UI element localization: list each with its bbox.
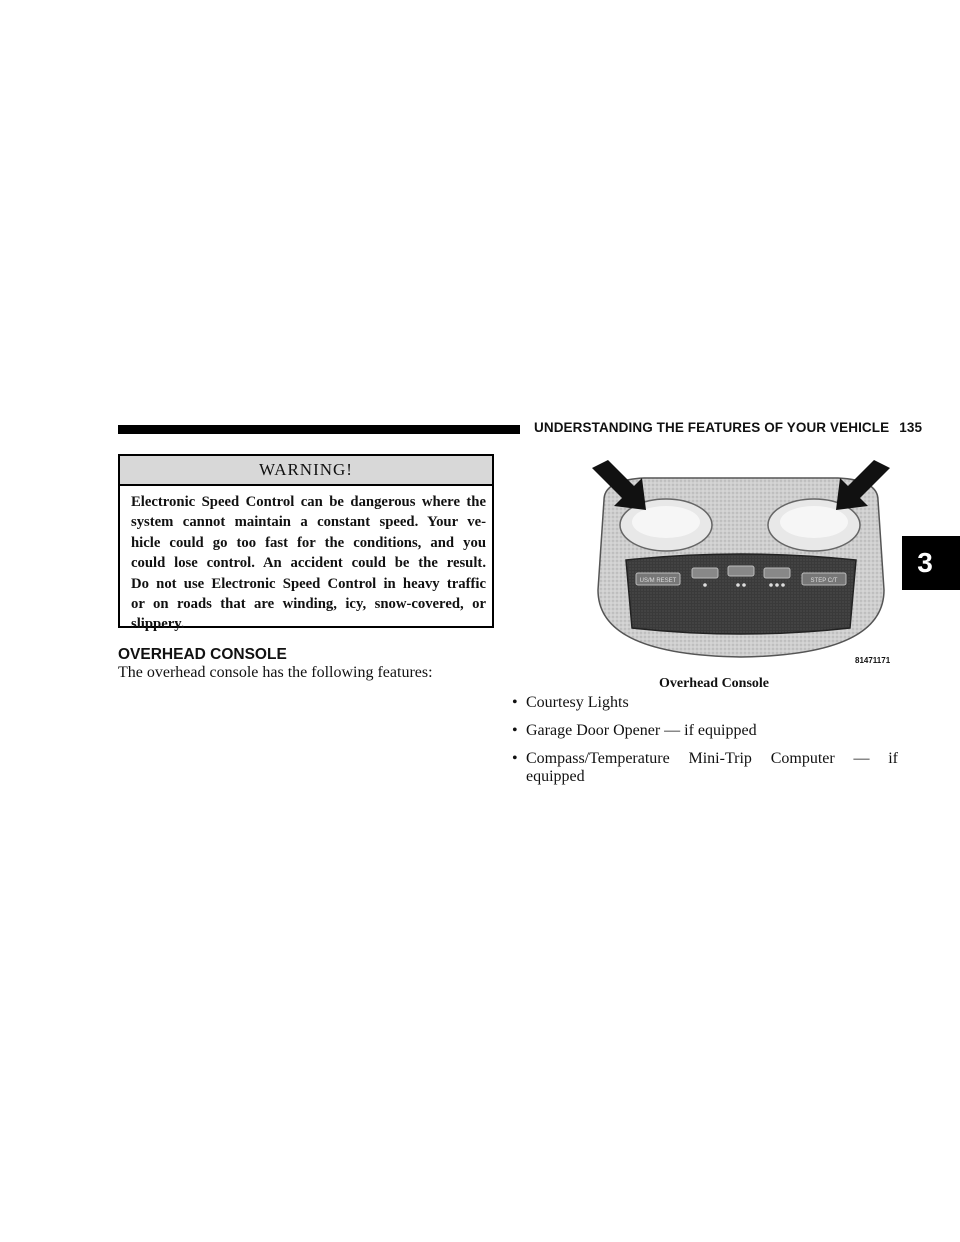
page-number: 135 <box>899 420 923 435</box>
header-rule <box>118 425 520 434</box>
bullet: • <box>512 722 518 739</box>
list-item-text: Compass/Temperature Mini-Trip Computer — if <box>526 750 898 767</box>
bullet: • <box>512 694 518 711</box>
garage-button-2 <box>728 566 754 576</box>
garage-button-3 <box>764 568 790 578</box>
warning-body <box>120 486 492 635</box>
svg-text:US/M RESET: US/M RESET <box>639 578 677 584</box>
warning-line: hicle could go too fast for the conditions, and you <box>131 534 486 551</box>
warning-line: or on roads that are winding, icy, snow-covered, or <box>131 596 486 613</box>
bullet: • <box>512 750 518 767</box>
garage-button-1 <box>692 568 718 578</box>
warning-line: system cannot maintain a constant speed. Your ve- <box>131 514 486 531</box>
running-head <box>534 420 922 435</box>
svg-text:STEP C/T: STEP C/T <box>810 578 838 584</box>
warning-line: Electronic Speed Control can be dangerous where the <box>131 494 486 510</box>
list-item <box>512 694 898 712</box>
right-arrow-icon <box>836 460 890 510</box>
figure-caption: Overhead Console <box>658 676 770 691</box>
warning-box <box>118 454 494 633</box>
left-arrow-icon <box>592 460 646 510</box>
figure-id: 81471171 <box>855 656 891 665</box>
warning-title: WARNING! <box>120 456 492 486</box>
chapter-tab: 3 <box>902 536 960 590</box>
running-title: UNDERSTANDING THE FEATURES OF YOUR VEHICLE <box>534 420 890 435</box>
list-item <box>512 722 898 740</box>
list-item-text: Courtesy Lights <box>526 694 629 711</box>
overhead-console-illustration <box>584 460 898 670</box>
feature-list <box>512 694 898 796</box>
list-item <box>512 750 898 786</box>
list-item-text-continued: equipped <box>526 768 585 785</box>
warning-line: Do not use Electronic Speed Control in heavy traffic <box>131 575 486 592</box>
warning-line: slippery. <box>131 616 185 633</box>
list-item-text: Garage Door Opener — if equipped <box>526 722 757 739</box>
warning-line: could lose control. An accident could be the result. <box>131 555 486 572</box>
intro-text: The overhead console has the following features: <box>118 664 433 681</box>
section-heading: OVERHEAD CONSOLE <box>118 646 287 663</box>
